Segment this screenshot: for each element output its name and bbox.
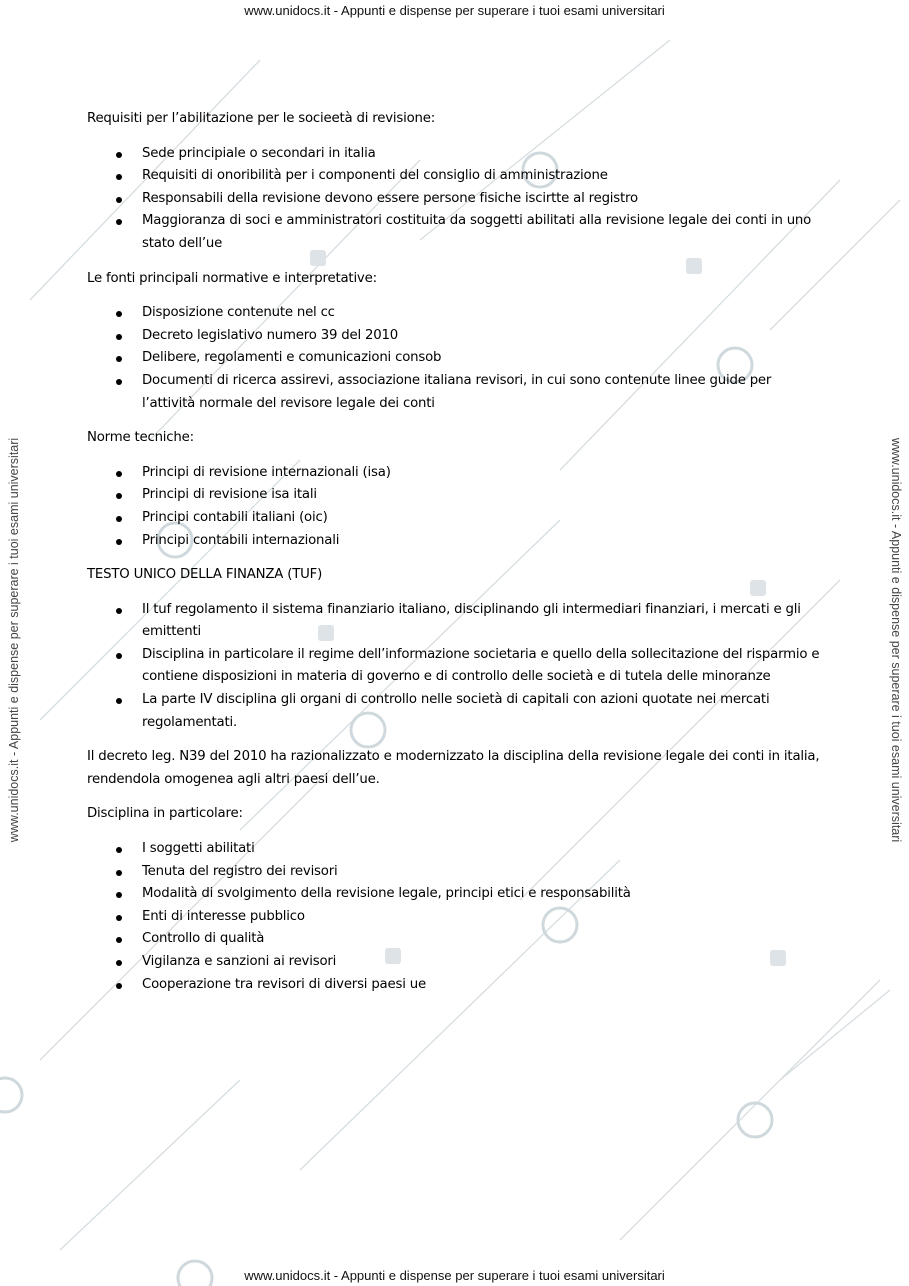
list-item: Requisiti di onoribilità per i componenti del consiglio di amministrazione (142, 165, 827, 188)
list-item: Principi contabili italiani (oic) (142, 507, 827, 530)
list-item: Responsabili della revisione devono essere persone fisiche iscirtte al registro (142, 188, 827, 211)
list-item: I soggetti abilitati (142, 838, 827, 861)
section-heading: Requisiti per l’abilitazione per le socieetà di revisione: (87, 111, 436, 126)
bullet-list (87, 599, 827, 735)
list-item: Documenti di ricerca assirevi, associazione italiana revisori, in cui sono contenute linee guide per l’attività normale del revisore legale dei conti (142, 370, 827, 415)
list-item: La parte IV disciplina gli organi di controllo nelle società di capitali con azioni quotate nei mercati regolamentati. (142, 689, 827, 734)
side-watermark-right: www.unidocs.it - Appunti e dispense per superare i tuoi esami universitari (889, 437, 903, 843)
footer-watermark: www.unidocs.it - Appunti e dispense per superare i tuoi esami universitari (244, 1268, 665, 1283)
document-body (87, 108, 827, 1008)
bullet-list (87, 302, 827, 415)
list-item: Tenuta del registro dei revisori (142, 861, 827, 884)
list-item: Principi contabili internazionali (142, 530, 827, 553)
list-item: Decreto legislativo numero 39 del 2010 (142, 325, 827, 348)
section-heading: Disciplina in particolare: (87, 806, 243, 822)
list-item: Enti di interesse pubblico (142, 906, 827, 929)
list-item: Principi di revisione isa itali (142, 484, 827, 507)
list-item: Principi di revisione internazionali (isa) (142, 462, 827, 485)
bullet-list (87, 462, 827, 552)
list-item: Delibere, regolamenti e comunicazioni consob (142, 347, 827, 370)
list-item: Disciplina in particolare il regime dell’informazione societaria e quello della sollecitazione del risparmio e contiene disposizioni in materia di governo e di controllo delle società e di tutela delle minoranze (142, 644, 827, 689)
section-heading: TESTO UNICO DELLA FINANZA (TUF) (87, 567, 323, 583)
list-item: Maggioranza di soci e amministratori costituita da soggetti abilitati alla revisione legale dei conti in uno stato dell’ue (142, 210, 827, 255)
section-heading: Le fonti principali normative e interpretative: (87, 270, 377, 286)
bullet-list (87, 838, 827, 996)
section-heading: Norme tecniche: (87, 430, 194, 446)
list-item: Controllo di qualità (142, 928, 827, 951)
list-item: Sede principiale o secondari in italia (142, 143, 827, 166)
list-item: Cooperazione tra revisori di diversi paesi ue (142, 974, 827, 997)
bullet-list (87, 143, 827, 256)
list-item: Il tuf regolamento il sistema finanziario italiano, disciplinando gli intermediari finanziari, i mercati e gli emittenti (142, 599, 827, 644)
side-watermark-left: www.unidocs.it - Appunti e dispense per superare i tuoi esami universitari (7, 437, 21, 843)
list-item: Disposizione contenute nel cc (142, 302, 827, 325)
list-item: Vigilanza e sanzioni ai revisori (142, 951, 827, 974)
body-paragraph: Il decreto leg. N39 del 2010 ha razionalizzato e modernizzato la disciplina della revisione legale dei conti in italia, rendendola omogenea agli altri paesi dell’ue. (87, 749, 820, 787)
list-item: Modalità di svolgimento della revisione legale, principi etici e responsabilità (142, 883, 827, 906)
header-watermark: www.unidocs.it - Appunti e dispense per superare i tuoi esami universitari (244, 3, 665, 18)
